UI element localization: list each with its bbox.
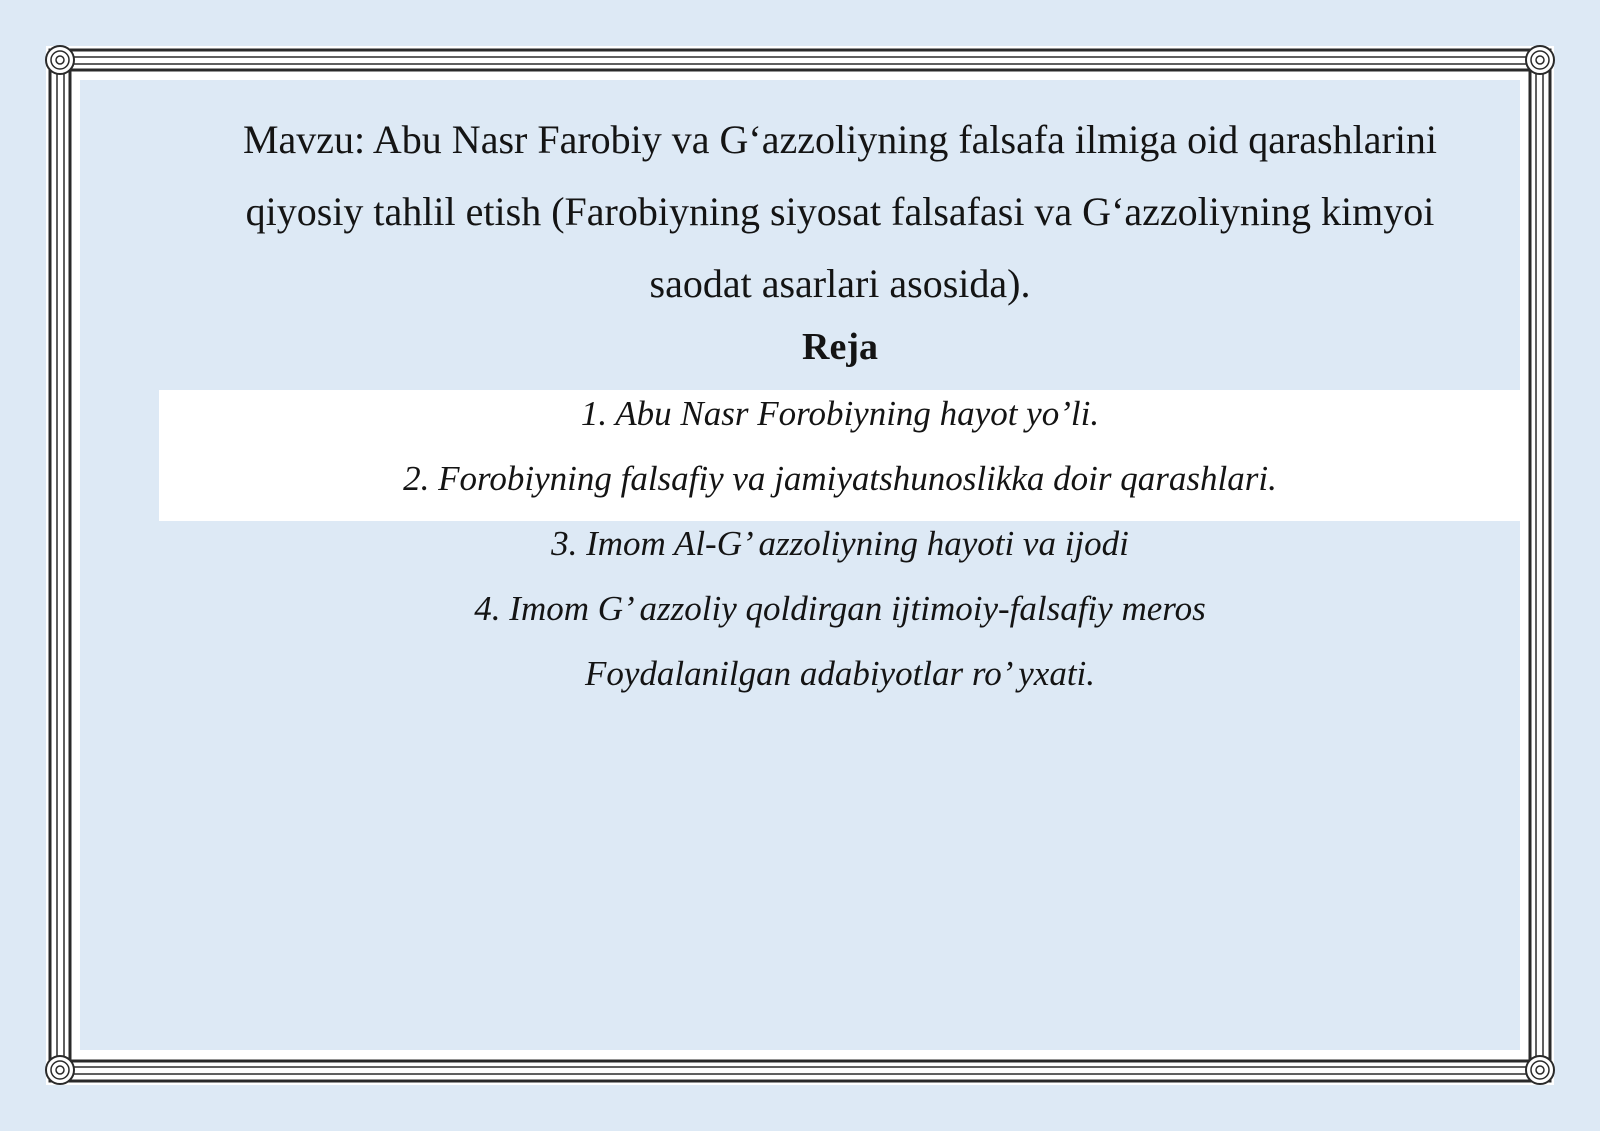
- plan-item: 3. Imom Al-G’ azzoliyning hayoti va ijodi: [551, 524, 1129, 563]
- corner-ornament-bottom-right: [1526, 1056, 1554, 1084]
- plan-item: 1. Abu Nasr Forobiyning hayot yo’li.: [580, 394, 1100, 433]
- title-line: qiyosiy tahlil etish (Farobiyning siyosat falsafasi va G‘azzoliyning kimyoi: [245, 189, 1435, 234]
- plan-list: [200, 388, 1480, 713]
- document-title: [200, 104, 1480, 320]
- title-line: saodat asarlari asosida).: [649, 261, 1031, 306]
- corner-ornament-bottom-left: [46, 1056, 74, 1084]
- plan-item: 2. Forobiyning falsafiy va jamiyatshunoslikka doir qarashlari.: [403, 459, 1277, 498]
- title-line: Mavzu: Abu Nasr Farobiy va G‘azzoliyning falsafa ilmiga oid qarashlarini: [242, 117, 1438, 162]
- corner-ornament-top-left: [46, 46, 74, 74]
- corner-ornament-top-right: [1526, 46, 1554, 74]
- plan-heading: Reja: [802, 326, 878, 368]
- plan-item: 4. Imom G’ azzoliy qoldirgan ijtimoiy-falsafiy meros: [474, 589, 1206, 628]
- plan-item-references: Foydalanilgan adabiyotlar ro’ yxati.: [584, 654, 1096, 693]
